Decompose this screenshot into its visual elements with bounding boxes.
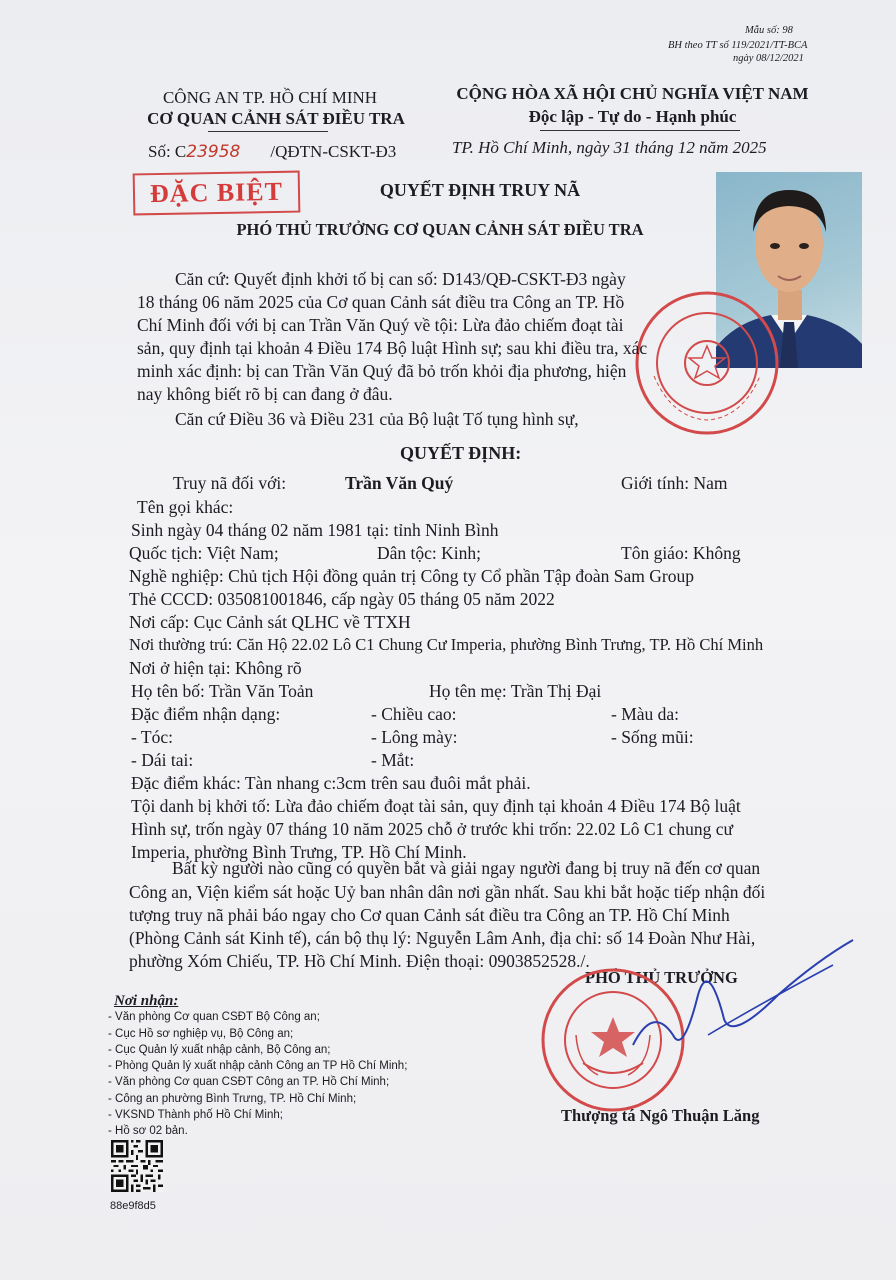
ethnicity: Dân tộc: Kinh; [377,543,482,563]
signature-mark [628,935,858,1060]
header-left-underline [208,131,328,132]
seal-stamp-top [632,288,782,438]
recipient-item: - Công an phường Bình Trưng, TP. Hồ Chí Minh; [108,1092,357,1105]
feature-nose: - Sống mũi: [611,727,694,747]
form-ref-line1: Mẫu số: 98 [745,25,793,36]
alias: Tên gọi khác: [137,497,234,517]
header-right-underline [540,130,740,131]
charge-line-3: Imperia, phường Bình Trưng, TP. Hồ Chí Minh. [131,842,467,862]
special-stamp: ĐẶC BIỆT [133,171,301,216]
feature-eyebrows: - Lông mày: [371,727,458,747]
recipient-item: - Văn phòng Cơ quan CSĐT Công an TP. Hồ Chí Minh; [108,1076,390,1089]
gender: Giới tính: Nam [621,473,728,493]
wanted-label: Truy nã đối với: [173,473,287,493]
number-prefix: Số: C [148,142,187,161]
feature-skin: - Màu da: [611,704,680,724]
basis-line-6: nay không biết rõ bị can đang ở đâu. [137,384,393,404]
religion: Tôn giáo: Không [621,543,741,563]
issued-by: Nơi cấp: Cục Cảnh sát QLHC về TTXH [129,612,411,632]
number-handwritten: 23958 [186,142,241,162]
decision-heading: QUYẾT ĐỊNH: [400,443,522,463]
recipient-item: - VKSND Thành phố Hồ Chí Minh; [108,1109,283,1122]
charge-line-1: Tội danh bị khởi tố: Lừa đảo chiếm đoạt tài sản, quy định tại khoản 4 Điều 174 Bộ luật [131,796,741,816]
place-date: TP. Hồ Chí Minh, ngày 31 tháng 12 năm 2025 [452,138,767,157]
notice-line-5: phường Xóm Chiếu, TP. Hồ Chí Minh. Điện thoại: 0903852528./. [129,951,590,971]
notice-line-4: (Phòng Cảnh sát Kinh tế), cán bộ thụ lý: Nguyễn Lâm Anh, địa chỉ: số 14 Đoàn Như Hài, [129,928,756,948]
basis-law: Căn cứ Điều 36 và Điều 231 của Bộ luật Tố tụng hình sự, [175,409,579,429]
notice-line-3: tượng truy nã phải báo ngay cho Cơ quan Cảnh sát điều tra Công an TP. Hồ Chí Minh [129,905,730,925]
signature-title: PHÓ THỦ TRƯỞNG [585,968,738,987]
document-code: 88e9f8d5 [110,1200,156,1212]
number-suffix: /QĐTN-CSKT-Đ3 [270,142,397,161]
notice-line-2: Công an, Viện kiểm sát hoặc Uỷ ban nhân dân nơi gần nhất. Sau khi bắt hoặc tiếp nhận đối [129,882,766,902]
id-card: Thẻ CCCD: 035081001846, cấp ngày 05 tháng 05 năm 2022 [129,589,555,609]
recipient-item: - Phòng Quản lý xuất nhập cảnh Công an TP Hồ Chí Minh; [108,1060,408,1073]
agency-name: CÔNG AN TP. HỒ CHÍ MINH [162,88,378,107]
notice-line-1: Bất kỳ người nào cũng có quyền bắt và giải ngay người đang bị truy nã đến cơ quan [172,858,761,878]
form-ref-line3: ngày 08/12/2021 [733,53,804,64]
charge-line-2: Hình sự, trốn ngày 07 tháng 10 năm 2025 chỗ ở trước khi trốn: 22.02 Lô C1 chung cư [131,819,734,839]
other-features: Đặc điểm khác: Tàn nhang c:3cm trên sau đuôi mắt phải. [131,773,531,793]
current-address: Nơi ở hiện tại: Không rõ [129,658,302,678]
recipient-item: - Văn phòng Cơ quan CSĐT Bộ Công an; [108,1011,320,1024]
recipients-heading: Nơi nhận: [114,993,179,1009]
feature-hair: - Tóc: [131,727,173,747]
permanent-address: Nơi thường trú: Căn Hộ 22.02 Lô C1 Chung Cư Imperia, phường Bình Trưng, TP. Hồ Chí Minh [129,635,764,654]
recipients-block [108,993,407,1140]
father-name: Họ tên bố: Trần Văn Toản [131,681,314,701]
document-number [148,141,396,163]
country-name: CỘNG HÒA XÃ HỘI CHỦ NGHĨA VIỆT NAM [456,84,809,103]
recipient-item: - Cục Quản lý xuất nhập cảnh, Bộ Công an; [108,1043,331,1056]
issuer-title: PHÓ THỦ TRƯỞNG CƠ QUAN CẢNH SÁT ĐIỀU TRA [236,220,644,239]
motto: Độc lập - Tự do - Hạnh phúc [528,107,737,126]
recipient-item: - Hồ sơ 02 bản. [108,1125,188,1138]
birth: Sinh ngày 04 tháng 02 năm 1981 tại: tỉnh Ninh Bình [131,520,499,540]
qr-code [111,1140,163,1192]
basis-line-2: 18 tháng 06 năm 2025 của Cơ quan Cảnh sát điều tra Công an TP. Hồ [137,292,625,312]
basis-line-3: Chí Minh đối với bị can Trần Văn Quý về tội: Lừa đảo chiếm đoạt tài [137,315,624,335]
basis-line-5: minh xác định: bị can Trần Văn Quý đã bỏ trốn khỏi địa phương, hiện [137,361,627,381]
suspect-name: Trần Văn Quý [345,473,454,493]
unit-name: CƠ QUAN CẢNH SÁT ĐIỀU TRA [147,109,405,128]
signer-name: Thượng tá Ngô Thuận Lăng [561,1106,760,1125]
feature-ears: - Dái tai: [131,750,194,770]
form-ref-line2: BH theo TT số 119/2021/TT-BCA [668,40,808,51]
basis-line-1: Căn cứ: Quyết định khởi tố bị can số: D143/QĐ-CSKT-Đ3 ngày [175,269,626,289]
basis-line-4: sản, quy định tại khoản 4 Điều 174 Bộ luật Hình sự; sau khi điều tra, xác [137,338,648,358]
mother-name: Họ tên mẹ: Trần Thị Đại [429,681,602,701]
document-title: QUYẾT ĐỊNH TRUY NÃ [379,180,581,200]
features-label: Đặc điểm nhận dạng: [131,704,281,724]
feature-eyes: - Mắt: [371,750,415,770]
occupation: Nghề nghiệp: Chủ tịch Hội đồng quản trị Công ty Cổ phần Tập đoàn Sam Group [129,566,694,586]
nationality: Quốc tịch: Việt Nam; [129,543,279,563]
recipient-item: - Cục Hồ sơ nghiệp vụ, Bộ Công an; [108,1027,294,1040]
feature-height: - Chiều cao: [371,704,457,724]
